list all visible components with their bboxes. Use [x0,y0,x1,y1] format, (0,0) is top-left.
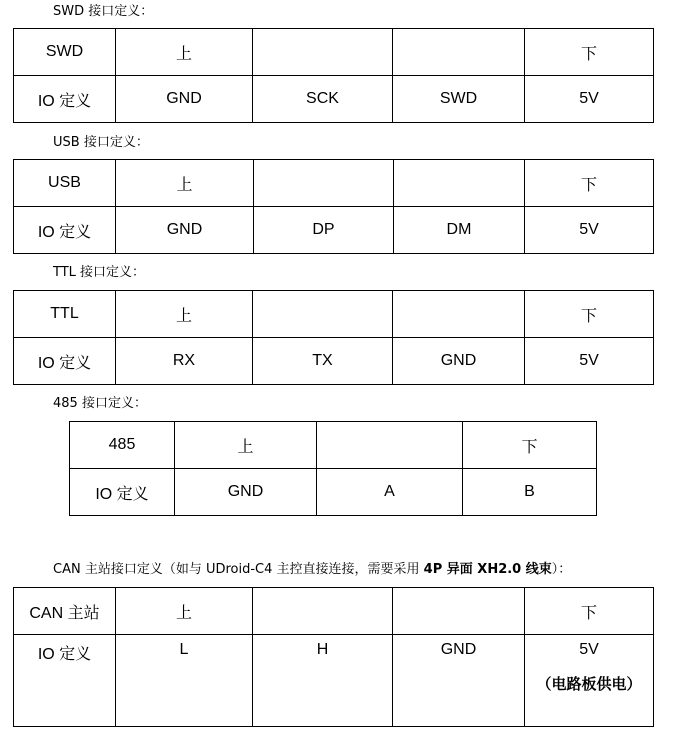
ttl-cell-io-label: IO 定义 [14,338,116,385]
can-cell-pin1: L [116,635,253,727]
can-heading-suffix: ）： [551,562,572,577]
usb-cell-pin4: 5V [525,207,654,254]
ttl-cell-bottom: 下 [525,291,654,338]
ttl-cell-pin3: GND [393,338,525,385]
ttl-heading: TTL 接口定义： [53,265,146,280]
ttl-cell-pin1: RX [116,338,253,385]
swd-cell-empty [393,29,525,76]
swd-table [13,28,654,123]
can-heading [53,562,571,578]
usb-cell-name: USB [14,160,116,207]
rs485-cell-io-label: IO 定义 [70,469,175,516]
rs485-cell-name: 485 [70,422,175,469]
can-cell-pin3: GND [393,635,525,727]
can-cell-empty [253,588,393,635]
can-cell-name: CAN 主站 [14,588,116,635]
swd-cell-pin2: SCK [253,76,393,123]
can-cell-pin2: H [253,635,393,727]
swd-cell-pin1: GND [116,76,253,123]
swd-heading: SWD 接口定义： [53,4,154,19]
swd-cell-pin3: SWD [393,76,525,123]
can-power-note: （电路板供电） [536,676,642,693]
swd-cell-top: 上 [116,29,253,76]
rs485-cell-bottom: 下 [463,422,597,469]
usb-cell-pin3: DM [394,207,525,254]
usb-cell-pin2: DP [254,207,394,254]
rs485-cell-empty [317,422,463,469]
rs485-cell-pin1: GND [175,469,317,516]
usb-cell-io-label: IO 定义 [14,207,116,254]
usb-cell-top: 上 [116,160,254,207]
can-cell-pin4-value: 5V [579,641,599,658]
can-cell-pin4 [525,635,654,727]
swd-cell-name: SWD [14,29,116,76]
swd-cell-empty [253,29,393,76]
ttl-cell-top: 上 [116,291,253,338]
rs485-table [69,421,597,516]
can-cell-empty [393,588,525,635]
swd-cell-pin4: 5V [525,76,654,123]
swd-cell-bottom: 下 [525,29,654,76]
ttl-cell-pin2: TX [253,338,393,385]
can-heading-bold: 4P 异面 XH2.0 线束 [423,562,552,577]
can-cell-bottom: 下 [525,588,654,635]
can-heading-prefix: CAN 主站接口定义（如与 UDroid-C4 主控直接连接，需要采用 [53,562,424,577]
usb-heading: USB 接口定义： [53,135,149,150]
ttl-cell-empty [253,291,393,338]
ttl-cell-name: TTL [14,291,116,338]
usb-cell-empty [394,160,525,207]
usb-cell-pin1: GND [116,207,254,254]
rs485-cell-pin2: A [317,469,463,516]
swd-cell-io-label: IO 定义 [14,76,116,123]
rs485-cell-top: 上 [175,422,317,469]
can-table [13,587,654,727]
can-cell-io-label: IO 定义 [14,635,116,727]
ttl-table [13,290,654,385]
rs485-heading: 485 接口定义： [53,396,147,411]
rs485-cell-pin3: B [463,469,597,516]
ttl-cell-empty [393,291,525,338]
usb-table [13,159,654,254]
usb-cell-bottom: 下 [525,160,654,207]
ttl-cell-pin4: 5V [525,338,654,385]
can-cell-top: 上 [116,588,253,635]
usb-cell-empty [254,160,394,207]
